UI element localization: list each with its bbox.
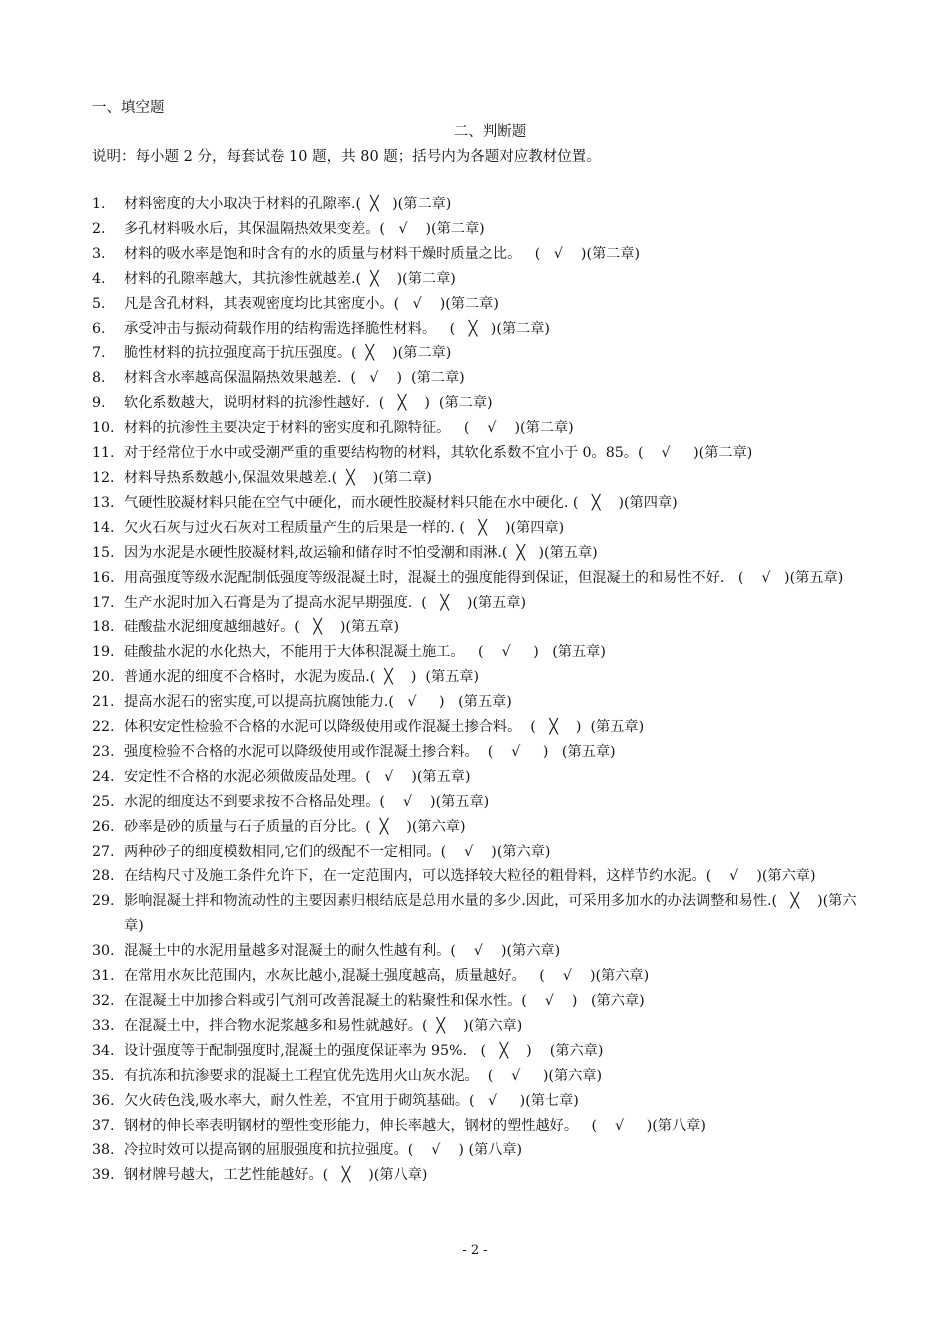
question-text: 因为水泥是水硬性胶凝材料,故运输和储存时不怕受潮和雨淋.( ╳ )(第五章): [124, 544, 598, 561]
question-number: 16.: [92, 569, 115, 586]
question-number: 26.: [92, 818, 115, 835]
question-number: 19.: [92, 644, 115, 661]
question-item: [92, 516, 872, 541]
question-item: [92, 217, 872, 242]
question-item: [92, 790, 872, 815]
question-number: 35.: [92, 1067, 115, 1084]
question-item: [92, 964, 872, 989]
question-number: 13.: [92, 494, 115, 511]
question-number: 32.: [92, 993, 115, 1009]
question-text: 钢材的伸长率表明钢材的塑性变形能力，伸长率越大，钢材的塑性越好。 ( √ )(第八章): [124, 1117, 706, 1134]
question-item: [92, 416, 872, 441]
question-number: 23.: [92, 743, 115, 760]
question-item: [92, 591, 872, 616]
question-text: 砂率是砂的质量与石子质量的百分比。( ╳ )(第六章): [124, 818, 466, 835]
question-item: [92, 1039, 872, 1064]
question-number: 33.: [92, 1017, 115, 1034]
question-text: 脆性材料的抗拉强度高于抗压强度。( ╳ )(第二章): [124, 345, 452, 362]
question-item: [92, 1014, 872, 1039]
section-1-title: 一、填空题: [92, 100, 165, 116]
question-text: 在常用水灰比范围内，水灰比越小,混凝土强度越高，质量越好。 ( √ )(第六章): [124, 968, 650, 985]
question-item: [92, 615, 872, 640]
question-item: [92, 391, 872, 416]
question-text: 硅酸盐水泥的水化热大，不能用于大体积混凝土施工。 ( √ ) (第五章): [124, 644, 606, 661]
question-text: 凡是含孔材料，其表观密度均比其密度小。( √ )(第二章): [124, 295, 499, 312]
question-item: [92, 541, 872, 566]
question-number: 18.: [92, 619, 115, 636]
question-text: 硅酸盐水泥细度越细越好。( ╳ )(第五章): [124, 619, 400, 636]
question-item: [92, 441, 872, 466]
question-item: [92, 939, 872, 964]
question-number: 36.: [92, 1092, 115, 1109]
question-text: 有抗冻和抗渗要求的混凝土工程宜优先选用火山灰水泥。 ( √ )(第六章): [124, 1067, 603, 1084]
question-text: 安定性不合格的水泥必须做废品处理。( √ )(第五章): [124, 768, 471, 785]
question-text: 材料的孔隙率越大，其抗渗性就越差.( ╳ )(第二章): [124, 270, 456, 287]
question-item: [92, 1114, 872, 1139]
question-item: [92, 989, 872, 1014]
question-text: 在混凝土中加掺合料或引气剂可改善混凝土的粘聚性和保水性。( √ ) (第六章): [124, 993, 645, 1009]
question-number: 12.: [92, 469, 115, 486]
question-number: 3.: [92, 245, 106, 262]
question-number: 15.: [92, 544, 115, 561]
question-number: 4.: [92, 270, 106, 287]
question-text: 多孔材料吸水后，其保温隔热效果变差。( √ )(第二章): [124, 220, 485, 237]
question-text: 欠火砖色浅,吸水率大，耐久性差，不宜用于砌筑基础。( √ )(第七章): [124, 1092, 579, 1109]
question-number: 27.: [92, 843, 115, 860]
question-item: [92, 690, 872, 715]
question-list: [92, 192, 872, 1188]
question-item: [92, 715, 872, 740]
question-item: [92, 1089, 872, 1114]
question-text: 欠火石灰与过火石灰对工程质量产生的后果是一样的. ( ╳ )(第四章): [124, 519, 565, 536]
question-number: 1.: [92, 196, 106, 212]
question-item: [92, 491, 872, 516]
question-text: 材料的吸水率是饱和时含有的水的质量与材料干燥时质量之比。 ( √ )(第二章): [124, 245, 641, 262]
question-number: 39.: [92, 1167, 115, 1184]
question-text: 设计强度等于配制强度时,混凝土的强度保证率为 95%. ( ╳ ) (第六章): [124, 1042, 604, 1059]
question-text: 冷拉时效可以提高钢的屈服强度和抗拉强度。( √ ) (第八章): [124, 1142, 523, 1159]
question-item: [92, 765, 872, 790]
question-number: 28.: [92, 868, 115, 885]
question-text: 用高强度等级水泥配制低强度等级混凝土时，混凝土的强度能得到保证，但混凝土的和易性不好. ( √ )(第五章): [124, 569, 844, 586]
question-item: [92, 566, 872, 591]
question-item: [92, 292, 872, 317]
question-item: [92, 864, 872, 889]
question-item: [92, 1064, 872, 1089]
question-text: 普通水泥的细度不合格时，水泥为废品.( ╳ ) (第五章): [124, 669, 480, 686]
question-number: 30.: [92, 943, 115, 960]
question-text: 生产水泥时加入石膏是为了提高水泥早期强度. ( ╳ )(第五章): [124, 594, 527, 611]
instructions-note: 说明：每小题 2 分，每套试卷 10 题，共 80 题；括号内为各题对应教材位置。: [92, 149, 601, 165]
question-text: 材料导热系数越小,保温效果越差.( ╳ )(第二章): [124, 469, 432, 486]
question-text: 钢材牌号越大，工艺性能越好。( ╳ )(第八章): [124, 1167, 428, 1184]
question-text: 对于经常位于水中或受潮严重的重要结构物的材料，其软化系数不宜小于 0。85。( √ )(第二章): [124, 445, 753, 462]
question-item: [92, 192, 872, 217]
question-item: [92, 341, 872, 366]
question-item: [92, 889, 872, 939]
question-number: 24.: [92, 768, 115, 785]
question-number: 9.: [92, 395, 106, 412]
question-item: [92, 267, 872, 292]
question-item: [92, 665, 872, 690]
question-text: 承受冲击与振动荷载作用的结构需选择脆性材料。 ( ╳ )(第二章): [124, 320, 550, 337]
question-text: 软化系数越大，说明材料的抗渗性越好. ( ╳ ) (第二章): [124, 395, 493, 412]
question-text: 提高水泥石的密实度,可以提高抗腐蚀能力.( √ ) (第五章): [124, 694, 512, 711]
question-number: 11.: [92, 445, 115, 462]
question-number: 17.: [92, 594, 115, 611]
question-text: 在混凝土中，拌合物水泥浆越多和易性就越好。( ╳ )(第六章): [124, 1017, 523, 1034]
question-number: 22.: [92, 719, 115, 736]
question-number: 21.: [92, 694, 115, 711]
question-number: 14.: [92, 519, 115, 536]
question-item: [92, 740, 872, 765]
question-item: [92, 1163, 872, 1188]
question-text: 材料密度的大小取决于材料的孔隙率.( ╳ )(第二章): [124, 196, 452, 212]
question-item: [92, 366, 872, 391]
question-number: 8.: [92, 370, 106, 387]
question-text: 材料的抗渗性主要决定于材料的密实度和孔隙特征。 ( √ )(第二章): [124, 420, 574, 437]
question-text: 影响混凝土拌和物流动性的主要因素归根结底是总用水量的多少.因此，可采用多加水的办法调整和易性.( ╳ )(第六章): [124, 893, 857, 935]
question-number: 5.: [92, 295, 106, 312]
question-number: 34.: [92, 1042, 115, 1059]
question-number: 37.: [92, 1117, 115, 1134]
question-text: 两种砂子的细度模数相同,它们的级配不一定相同。( √ )(第六章): [124, 843, 551, 860]
question-number: 31.: [92, 968, 115, 985]
question-item: [92, 640, 872, 665]
question-text: 混凝土中的水泥用量越多对混凝土的耐久性越有利。( √ )(第六章): [124, 943, 561, 960]
question-number: 20.: [92, 669, 115, 686]
question-item: [92, 815, 872, 840]
question-number: 29.: [92, 893, 115, 910]
question-item: [92, 466, 872, 491]
section-2-title: 二、判断题: [453, 124, 527, 140]
question-text: 强度检验不合格的水泥可以降级使用或作混凝土掺合料。 ( √ ) (第五章): [124, 743, 616, 760]
question-item: [92, 317, 872, 342]
question-item: [92, 1138, 872, 1163]
question-text: 在结构尺寸及施工条件允许下，在一定范围内，可以选择较大粒径的粗骨料，这样节约水泥。( √ )(第六章): [124, 868, 816, 885]
question-text: 材料含水率越高保温隔热效果越差. ( √ ) (第二章): [124, 370, 465, 387]
question-text: 气硬性胶凝材料只能在空气中硬化，而水硬性胶凝材料只能在水中硬化. ( ╳ )(第四章): [124, 494, 678, 511]
question-text: 水泥的细度达不到要求按不合格品处理。( √ )(第五章): [124, 793, 490, 810]
page-number: - 2 -: [462, 1243, 488, 1258]
question-text: 体积安定性检验不合格的水泥可以降级使用或作混凝土掺合料。 ( ╳ ) (第五章): [124, 719, 645, 736]
question-number: 25.: [92, 793, 115, 810]
question-number: 2.: [92, 220, 106, 237]
question-number: 38.: [92, 1142, 115, 1159]
question-number: 6.: [92, 320, 106, 337]
question-item: [92, 840, 872, 865]
question-number: 10.: [92, 420, 115, 437]
question-number: 7.: [92, 345, 106, 362]
question-item: [92, 242, 872, 267]
